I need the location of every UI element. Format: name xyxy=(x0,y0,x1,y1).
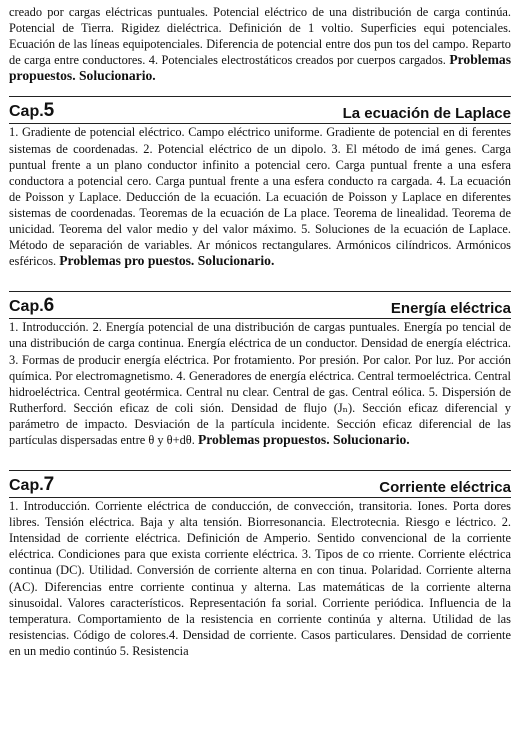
chapter-6 xyxy=(9,295,511,448)
chapter-number: 5 xyxy=(43,100,55,122)
chapter-header xyxy=(9,100,511,122)
intro-line: creado por cargas eléctricas puntuales. Potencial eléctrico de una distribución de carga xyxy=(9,5,461,19)
chapter-prefix: Cap. xyxy=(9,298,44,316)
chapter-body: 1. Gradiente de potencial eléctrico. Campo eléctrico uniforme. Gradiente de potencial en di ferentes sistemas de coordenadas. 2. Potencial eléctrico de un dipolo. 3. El método de imá genes. Carga puntual frente a un plano conductor infinito a potencial cero. Carga puntual frente a una esfera conductora a potencial cero. Carga puntual frente a una esfera conducto ra cargada. 4. La ecuación de Poisson y Laplace. Deducción de la ecuación. La ecuación de Poisson y Laplace en diferentes sistemas de coordenadas. Teoremas de la ecuación de La place. Teorema de linealidad. Teorema de unicidad. Teorema del valor medio y del valor máximo. 5. Soluciones de la ecuación de Laplace. Método de separación de variables. Ar mónicos rectangulares. Armónicos cilíndricos. Armónicos esféricos. xyxy=(9,125,511,269)
page xyxy=(9,4,511,659)
chapter-title: Energía eléctrica xyxy=(390,300,511,318)
divider xyxy=(9,291,511,292)
chapter-number: 6 xyxy=(43,295,55,317)
chapter-body: 1. Introducción. 2. Energía potencial de una distribución de cargas puntuales. Energía po tencial de una distribución de carga continua. Energía eléctrica de un conductor. Densidad de energía eléctrica. 3. Formas de producir energía eléctrica. Por frotamiento. Por presión. Por calor. Por luz. Por acción química. Por electromagnetismo. 4. Generadores de energía eléctrica. Central termoeléctrica. Central hidroeléctrica. Central geotérmica. Central nu clear. Central de gas. Central eólica. 5. Dispersión de Rutherford. Sección eficaz de coli sión. Densidad de flujo (Jₙ). Sección eficaz diferencial y parámetro de impacto. Desviación de la partícula incidente. Sección eficaz diferencial de las partículas dispersadas entre θ y θ+dθ. xyxy=(9,320,511,447)
chapter-title: Corriente eléctrica xyxy=(379,479,511,497)
intro-line: continúa. Potencial de Tierra. Rigidez dieléctrica. Definición de 1 voltio. Superficies equi xyxy=(9,5,511,36)
chapter-text xyxy=(9,319,511,448)
chapter-text xyxy=(9,124,511,269)
intro-line: tos del campo. Reparto de carga entre conductores. 4. Potenciales electrostáticos creados xyxy=(9,37,511,68)
chapter-prefix: Cap. xyxy=(9,103,44,121)
chapter-closing: Problemas propuestos. Solucionario. xyxy=(197,431,410,447)
chapter-prefix: Cap. xyxy=(9,477,44,495)
chapter-label xyxy=(9,474,54,496)
intro-line: por cuerpos cargados. xyxy=(337,53,446,68)
chapter-5 xyxy=(9,100,511,269)
intro-text xyxy=(9,4,511,84)
divider xyxy=(9,470,511,471)
chapter-number: 7 xyxy=(43,474,55,496)
chapter-header xyxy=(9,295,511,317)
chapter-7 xyxy=(9,474,511,659)
chapter-closing: Problemas pro puestos. Solucionario. xyxy=(59,253,275,269)
chapter-label xyxy=(9,295,54,317)
chapter-text xyxy=(9,498,511,659)
chapter-title: La ecuación de Laplace xyxy=(342,105,511,123)
chapter-header xyxy=(9,474,511,496)
chapter-body: 1. Introducción. Corriente eléctrica de conducción, de convección, transitoria. Iones. Porta dores libres. Tensión eléctrica. Baja y alta tensión. Biorresonancia. Electrotecnia. Riesgo e léctrico. 2. Intensidad de corriente eléctrica. Definición de Amperio. Sentido convencional de la corriente eléctrica. Condiciones para que exista corriente eléctrica. 3. Tipos de co rriente. Corriente eléctrica continua (DC). Utilidad. Conversión de corriente alterna en con tinua. Polaridad. Corriente alterna (AC). Diferencias entre corriente continua y alterna. Las matemáticas de la corriente alterna sinusoidal. Valores característicos. Representación fa sorial. Corriente periódica. Influencia de la temperatura. Comportamiento de la resistencia en corriente continúa y alterna. Utilidad de las resistencias. Código de colores.4. Densidad de corriente. Casos particulares. Densidad de corriente en un medio continúo 5. Resistencia xyxy=(9,499,511,658)
intro-closing: Problemas propuestos. Solucionario. xyxy=(9,52,511,84)
intro-line: potenciales. Ecuación de las líneas equipotenciales. Diferencia de potencial entre dos pun xyxy=(9,21,511,52)
divider xyxy=(9,96,511,97)
chapter-label xyxy=(9,100,54,122)
intro-section xyxy=(9,4,511,84)
